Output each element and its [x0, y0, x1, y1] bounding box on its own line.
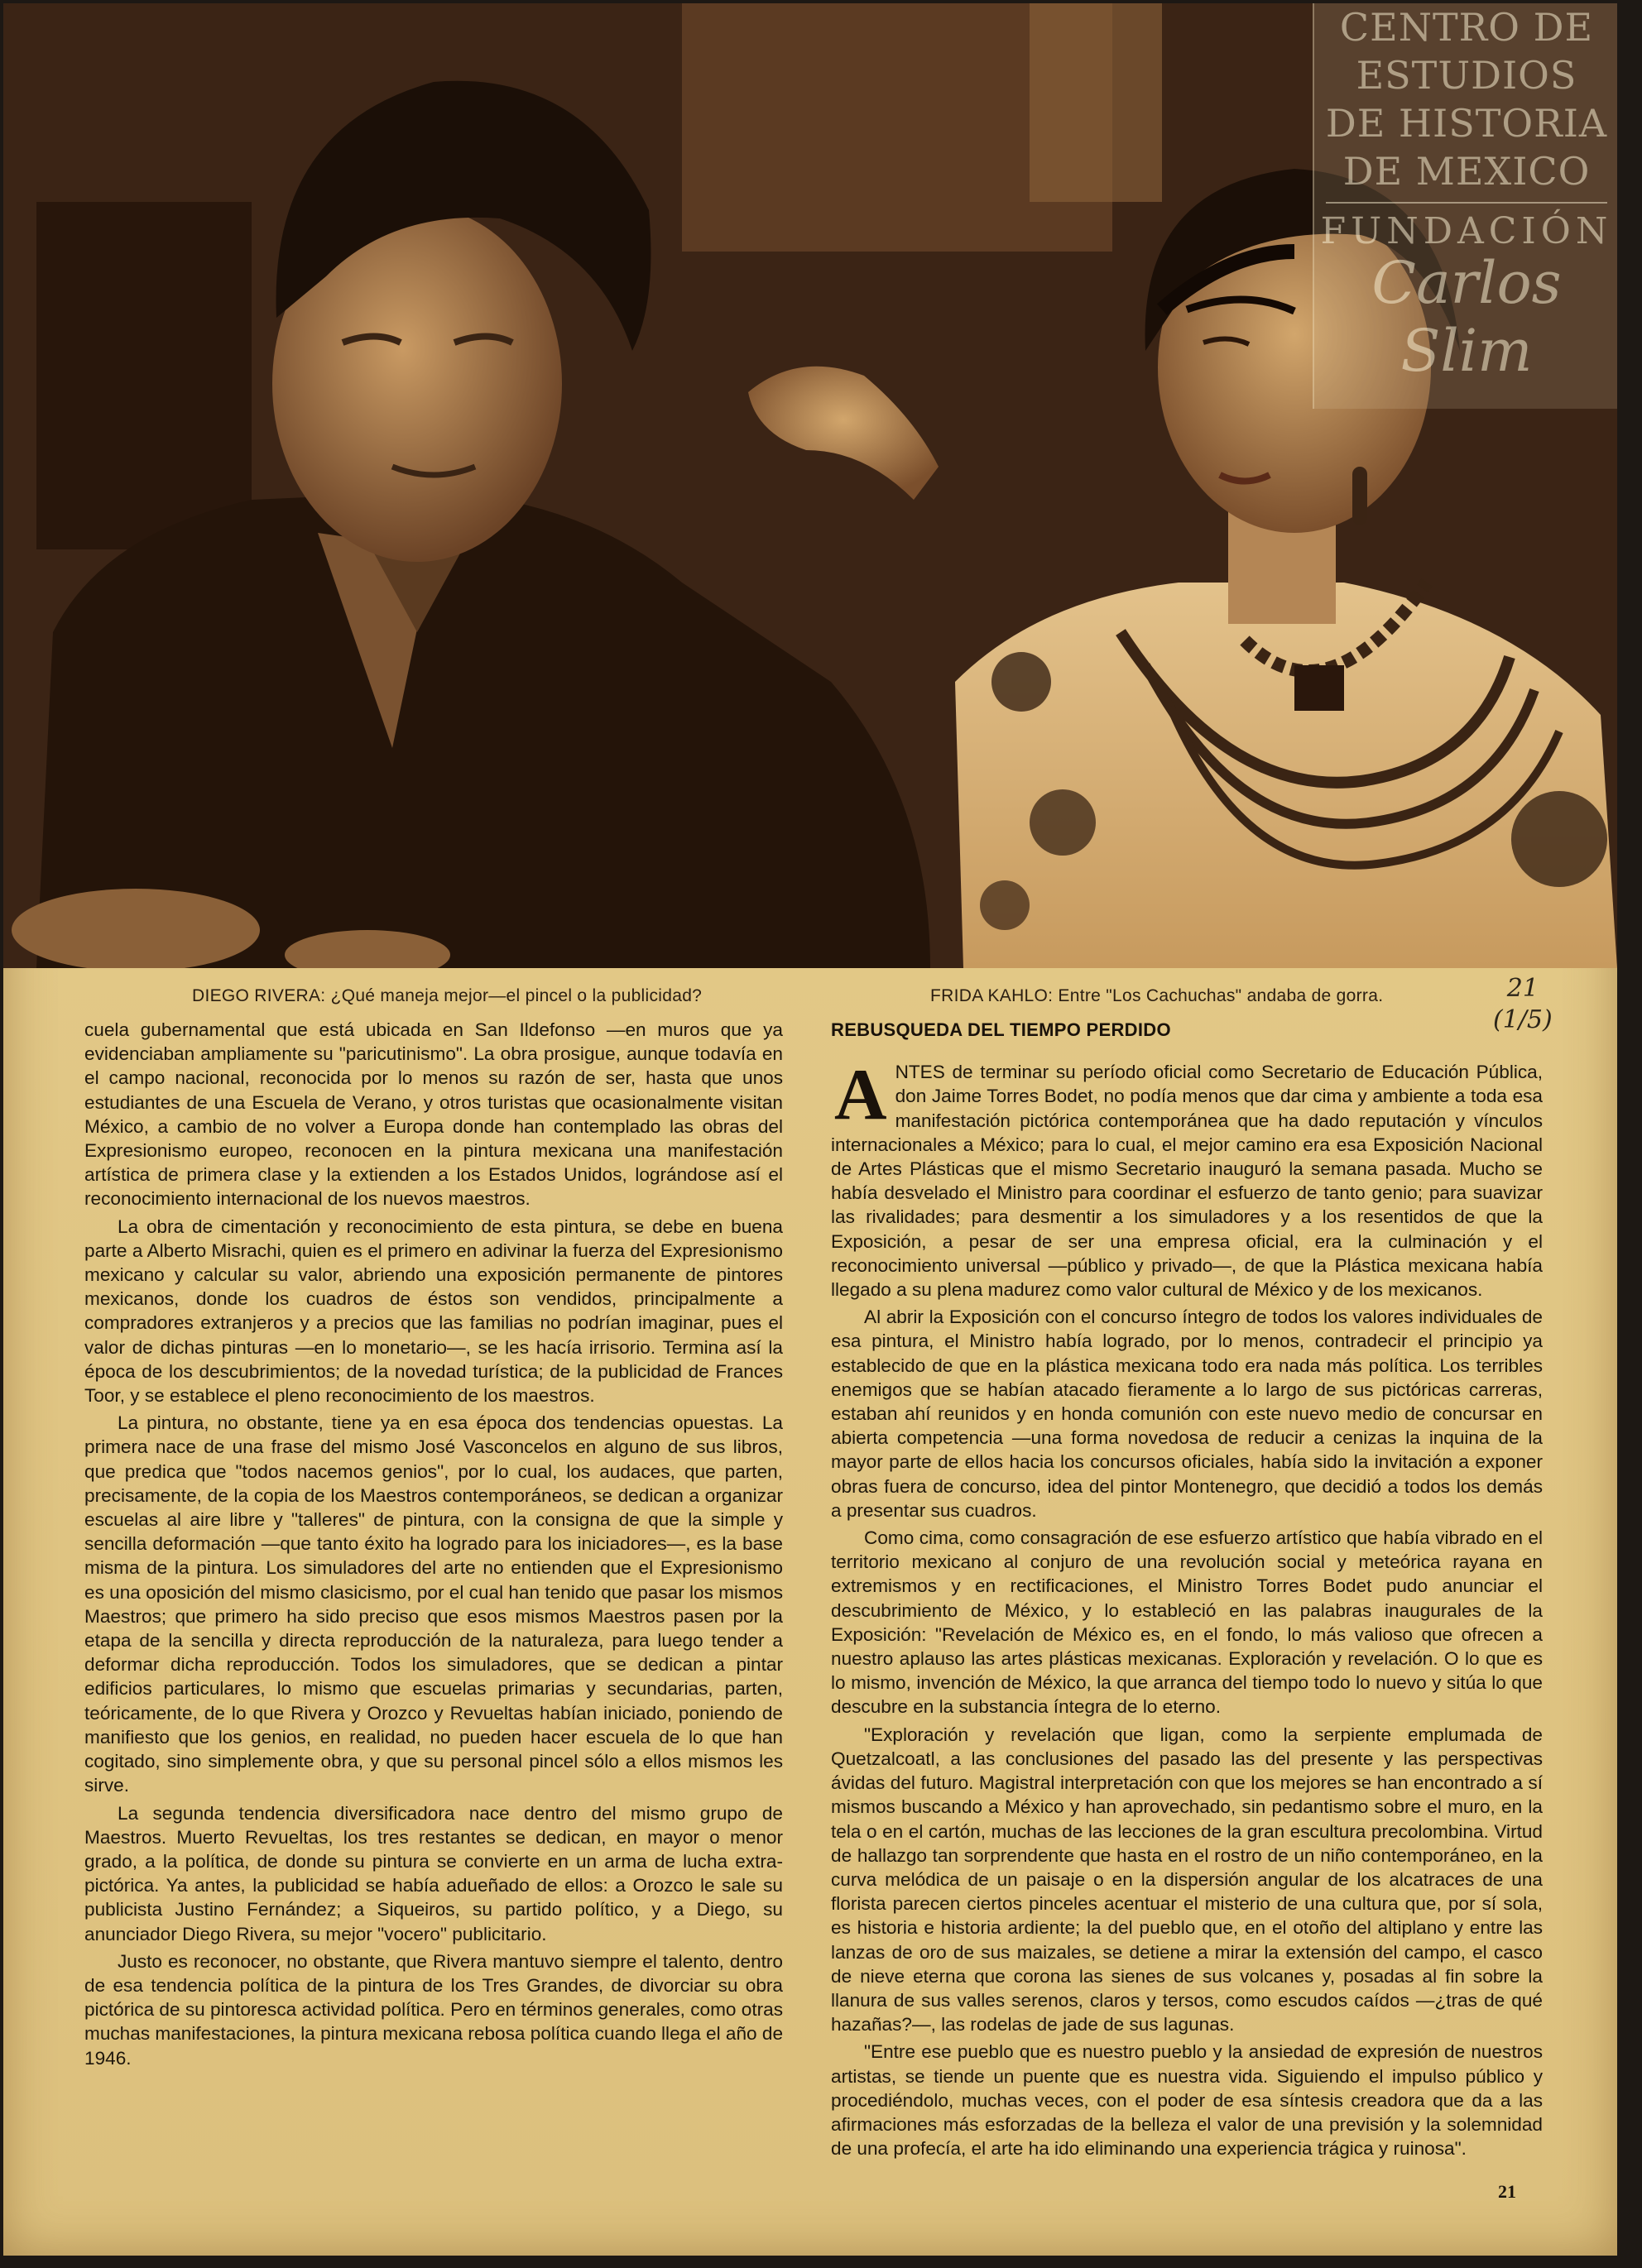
paragraph: "Entre ese pueblo que es nuestro pueblo y la ansiedad de expresión de nuestros artistas, se tiende un puente que es nuestra vida. Siguiendo el impulso público y procediéndolo, muchas veces, con el poder de esa síntesis creadora que da a las afirmaciones más esforzadas de la belleza el valor de una previsión y la solemnidad de una profecía, el arte ha ido eliminando una experiencia trágica y ruinosa". [831, 2041, 1543, 2160]
watermark-line-3: DE HISTORIA [1325, 101, 1608, 146]
page-number: 21 [1498, 2181, 1516, 2202]
drop-cap: A [834, 1055, 887, 1136]
paragraph: La obra de cimentación y reconocimiento de esta pintura, se debe en buena parte a Alberto Misrachi, quien es el primero en adivinar la fuerza del Expresionismo mexicano y calcular su valor, abriendo una exposición permanente de pintores mexicanos, donde los cuadros de éstos son vendidos, principalmente a compradores extranjeros y a precios que las familias no podrían imaginar, pues el valor de dichas pinturas —en lo monetario—, se les hacía irrisorio. Termina así la época de los descubrimientos; de la novedad turística; de la publicidad de Frances Toor, y se establece el pleno reconocimiento de los maestros. [84, 1216, 783, 1407]
caption-diego-rivera: DIEGO RIVERA: ¿Qué maneja mejor—el pincel o la publicidad? [192, 986, 703, 1005]
section-heading: REBUSQUEDA DEL TIEMPO PERDIDO [831, 1019, 1171, 1040]
archive-note-number: 21 [1506, 974, 1539, 1003]
paragraph: Justo es reconocer, no obstante, que Rivera mantuvo siempre el talento, dentro de esa tendencia política de la pintura de los Tres Grandes, de divorciar su obra pictórica de su pintoresca actividad política. Pero en términos generales, como otras muchas manifestaciones, la pintura mexicana rebosa política cuando llega el año de 1946. [84, 1950, 784, 2069]
watermark-line-4: DE MEXICO [1342, 149, 1591, 194]
opening-paragraph [831, 1055, 1543, 1302]
magazine-page [3, 3, 1617, 2256]
watermark-divider [1326, 202, 1607, 204]
portrait-photograph [3, 3, 1617, 968]
paragraph: La segunda tendencia diversificadora nace dentro del mismo grupo de Maestros. Muerto Revueltas, los tres restantes se dedican, en mayor o menor grado, a la política, de donde su pintura se convierte en un arma de lucha extra-pictórica. Ya antes, la publicidad se había adueñado de ellos: a Orozco le sale su publicista Justino Fernández; a Siqueiros, su partido político, y a Diego, su anunciador Diego Rivera, su mejor "vocero" publicitario. [84, 1802, 783, 1944]
right-text-column [831, 1018, 1543, 2164]
paragraph: La pintura, no obstante, tiene ya en esa época dos tendencias opuestas. La primera nace de una frase del mismo José Vasconcelos en alguno de sus libros, que predica que "todos nacemos genios", por lo cual, los audaces, que parten, precisamente, de la copia de los Maestros contemporáneos, se dedican a organizar escuelas al aire libre y "talleres" de pintura, con la consigna de que la simple y sencilla deformación —que tanto éxito ha logrado para los iniciadores—, es la base misma de la pintura. Los simuladores del arte no entienden que el Expresionismo es una oposición del mismo clasicismo, por el cual han tenido que pasar los mismos Maestros; que primero ha sido preciso que esos mismos Maestros pasen por la etapa de la sencilla y directa reproducción de la naturaleza, para luego tender a deformar dicha reproducción. Todos los simuladores, que se dedican a pintar edificios particulares, lo mismo que escuelas primarias y secundarias, parten, teóricamente, de lo que Rivera y Orozco y Revueltas habían iniciado, poniendo de manifiesto que los genios, en realidad, no pueden hacer escuela de lo que han cogitado, sino simplemente obra, y que su personal pincel sólo a ellos mismos les sirve. [84, 1412, 783, 1796]
caption-frida-kahlo: FRIDA KAHLO: Entre "Los Cachuchas" andaba de gorra. [930, 986, 1384, 1005]
paragraph: Al abrir la Exposición con el concurso íntegro de todos los valores individuales de esa pintura, el Ministro había logrado, por lo menos, contradecir el principio ya establecido de que en la plástica mexicana todo era nada más política. Los terribles enemigos que se habían atacado fieramente a lo largo de sus pictóricas carreras, estaban ahí reunidos y en honda comunión con este nuevo medio de concursar en abierta competencia —una forma novedosa de reducir a cenizas la inquina de la mayor parte de ellos hacia los concursos oficiales, había sido la invitación a exponer obras fuera de concurso, idea del pintor Montenegro, que decidió a todos los demás a presentar sus cuadros. [831, 1307, 1543, 1521]
left-text-column [84, 1018, 783, 2074]
opening-paragraph-text: NTES de terminar su período oficial como Secretario de Educación Pública, don Jaime Torres Bodet, no podía menos que dar cima y ambiente a toda esa manifestación pictórica contemporánea que ha dado reputación y vínculos internacionales a México; para lo cual, el mejor camino era esa Exposición Nacional de Artes Plásticas que el mismo Secretario inauguró la semana pasada. Mucho se había desvelado el Ministro para coordinar el esfuerzo de tanto genio; para suavizar las rivalidades; para desmentir a los simuladores y a los resentidos de que la Exposición, a pesar de ser una empresa oficial, era la culminación y el reconocimiento universal —público y privado—, de que la Plástica mexicana había llegado a su plena madurez como valor cultural de México y de los mexicanos. [831, 1062, 1543, 1301]
paragraph: Como cima, como consagración de ese esfuerzo artístico que había vibrado en el territorio mexicano al conjuro de una revolución social y meteórica rayana en extremismos y en rectificaciones, el Ministro Torres Bodet pudo anunciar el descubrimiento de México, y lo estableció en las palabras inaugurales de la Exposición: "Revelación de México es, en el fondo, lo más valioso que ofrecen a nuestro aplauso las artes plásticas mexicanas. Exploración y revelación. O lo que es lo mismo, invención de México, la que arranca del tiempo todo lo nuevo y sitúa lo que descubre en la substancia íntegra de lo eterno. [831, 1527, 1543, 1718]
paragraph: "Exploración y revelación que ligan, como la serpiente emplumada de Quetzalcoatl, a las conclusiones del pasado las del presente y las perspectivas ávidas del futuro. Magistral interpretación con que los mejores se han encontrado a sí mismos buscando a México y han aprovechado, sin pedantismo sobre el muro, en la tela o en el cartón, muchas de las lecciones de la gran escultura precolombina. Virtud de hallazgo tan sorprendente que hasta en el rostro de un niño contemporáneo, en la curva melódica de un paisaje o en la dispersión angular de los alcatraces de una florista parecen ciertos pinceles acentuar el misterio de una cultura que, por sí sola, es historia e historia ardiente; la del pueblo que, en el otoño del altiplano y entre las lanzas de oro de sus maizales, se detiene a mirar la extensión del campo, el casco de nieve eterna que corona las sienes de sus volcanes y, posadas al fin sobre la llanura de sus valles serenos, claros y tersos, como escudos caídos —¿tras de qué hazañas?—, las rodelas de jade de sus lagunas. [831, 1724, 1543, 2035]
paragraph: cuela gubernamental que está ubicada en San Ildefonso —en muros que ya evidenciaban ampliamente su "paricutinismo". La obra prosigue, aunque todavía en el campo nacional, reconocida por lo menos su razón de ser, hasta que unos estudiantes de una Escuela de Verano, y otros turistas que ocasionalmente visitan México, a cambio de no volver a Europa donde han contemplado las obras del Expresionismo europeo, reconocen en la pintura mexicana una manifestación artística de primera clase y la extienden a los Estados Unidos, lográndose así el reconocimiento internacional de los nuevos maestros. [84, 1019, 783, 1210]
watermark-foundation: FUNDACIÓN [1320, 210, 1613, 252]
watermark-signature: Carlos Slim [1371, 249, 1562, 385]
archive-note-fraction: (1/5) [1493, 1005, 1553, 1034]
watermark-line-1: CENTRO DE [1339, 5, 1594, 50]
watermark-line-2: ESTUDIOS [1356, 53, 1577, 98]
archive-watermark [1313, 3, 1617, 409]
